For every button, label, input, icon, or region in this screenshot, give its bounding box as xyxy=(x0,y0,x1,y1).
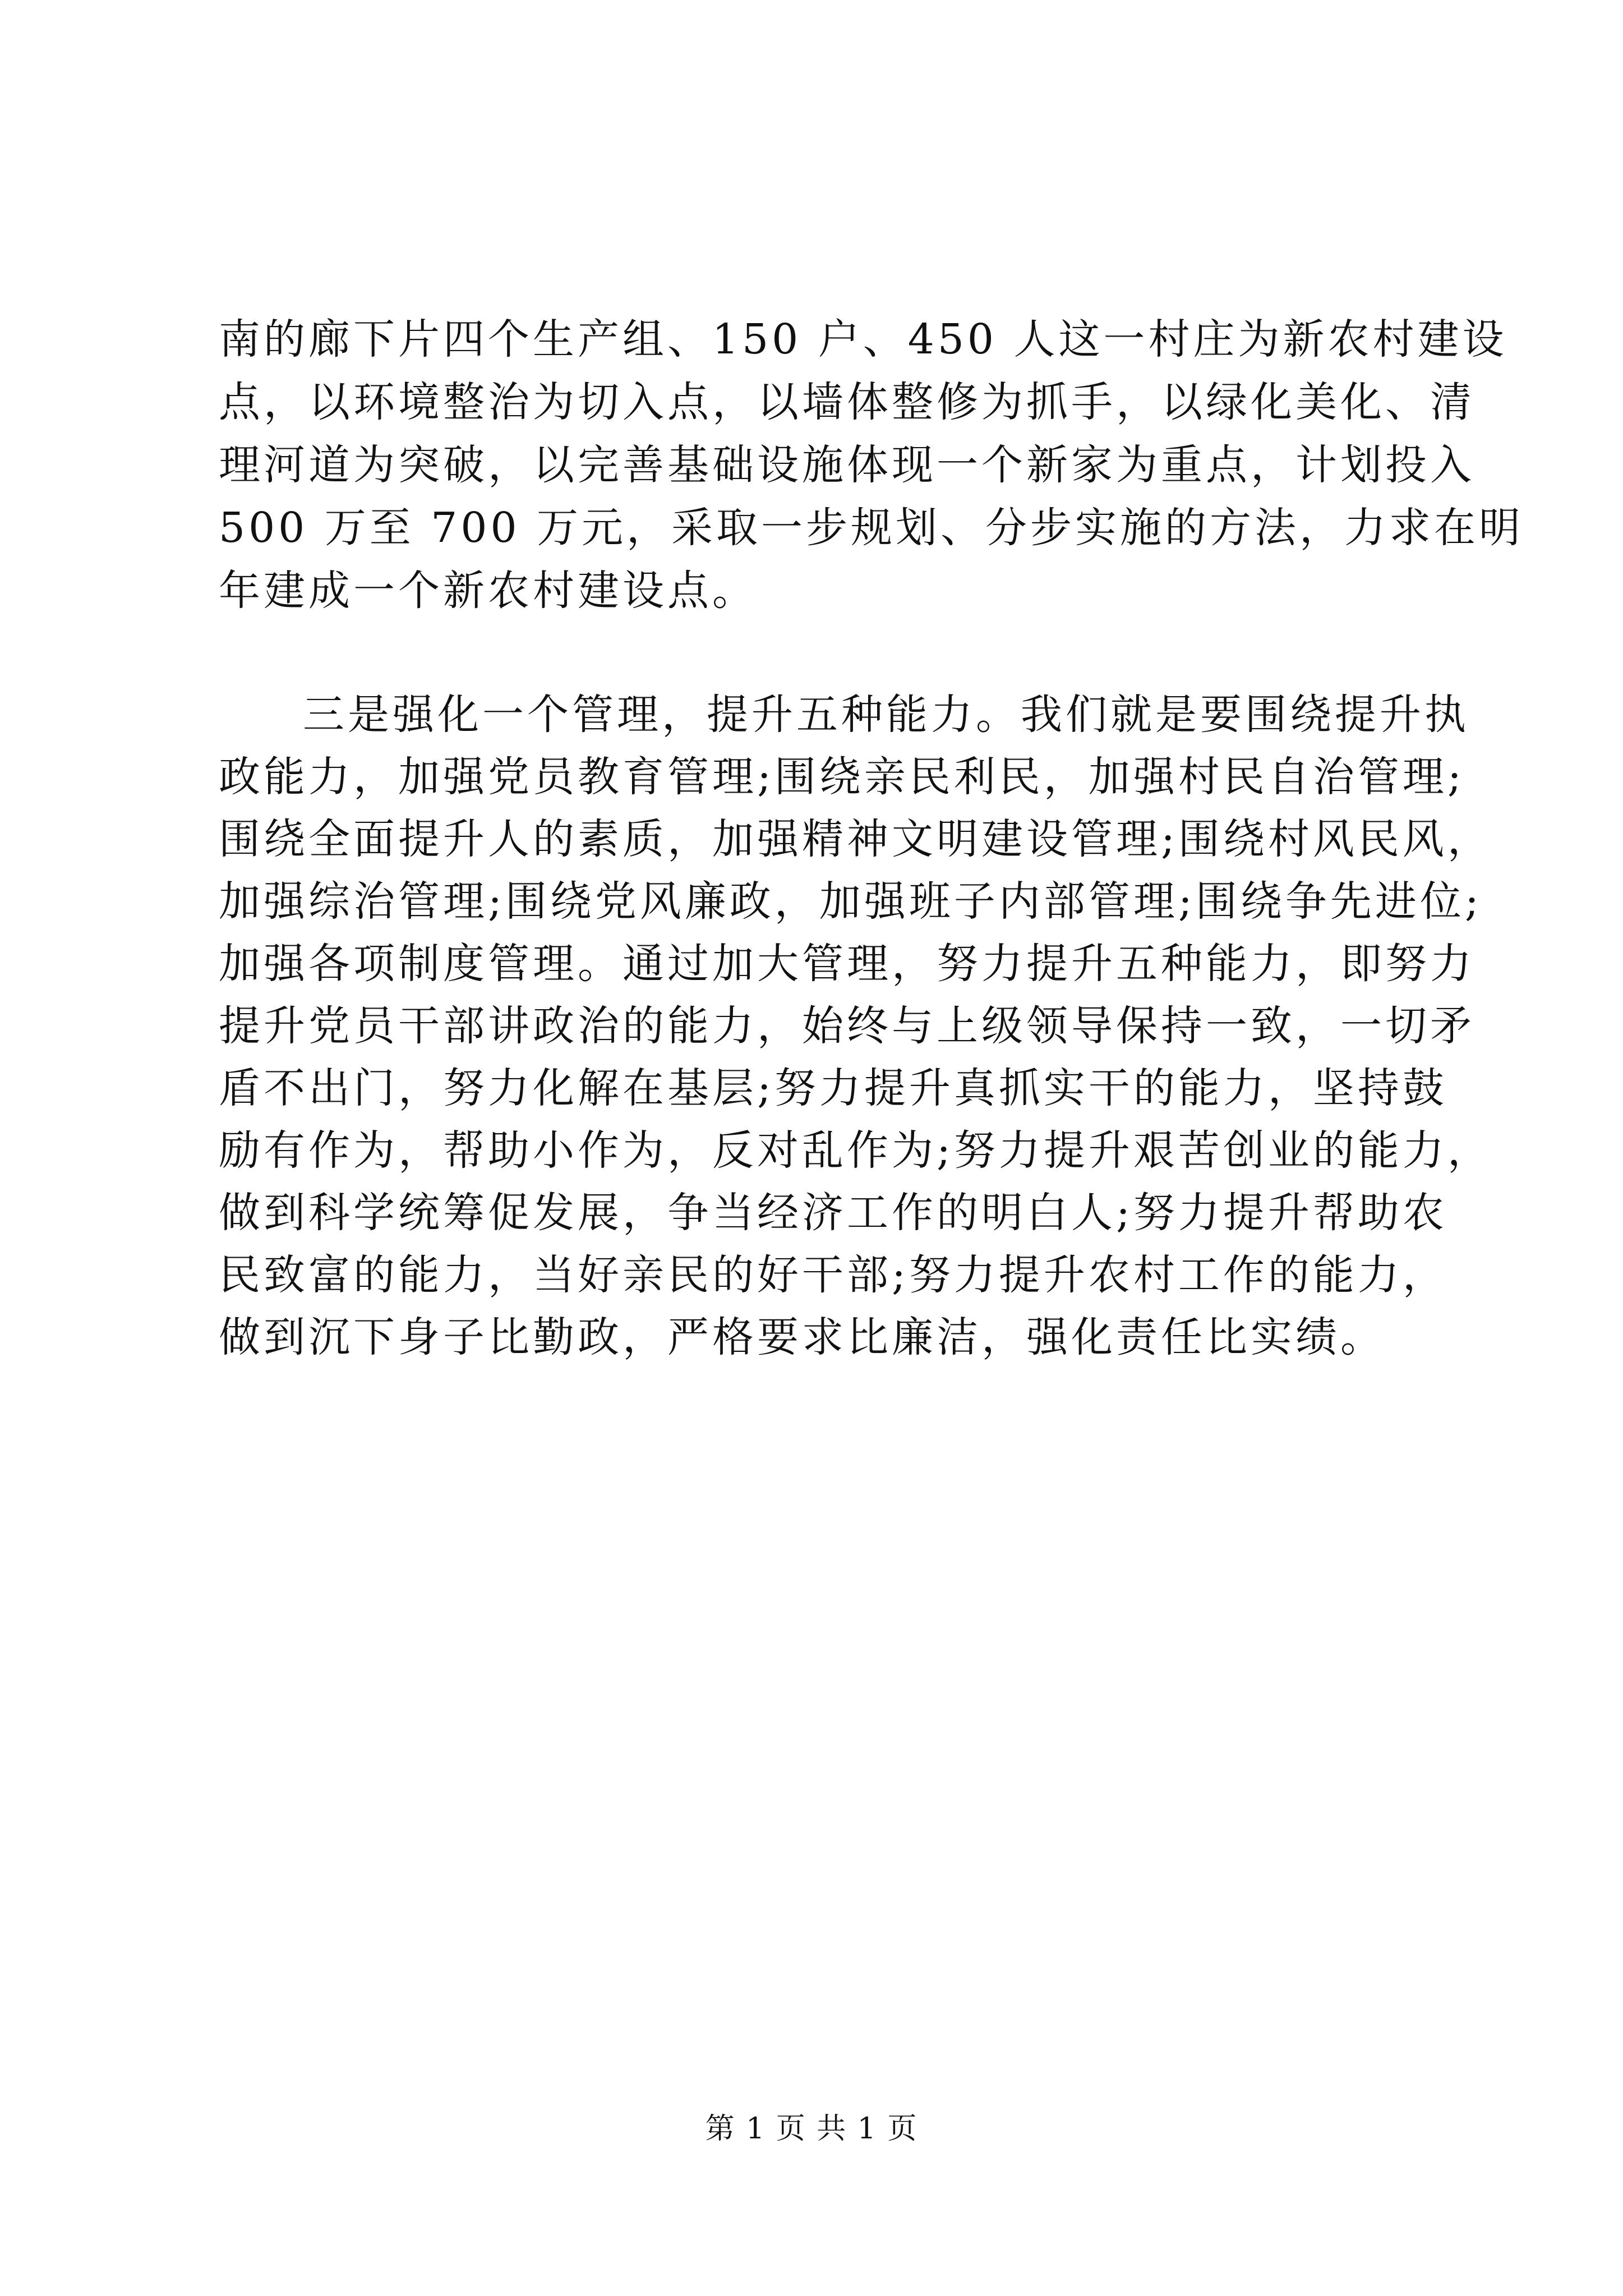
paragraph-2-line-3: 围绕全面提升人的素质，加强精神文明建设管理;围绕村风民风， xyxy=(219,815,1492,863)
paragraph-2-line-1: 三是强化一个管理，提升五种能力。我们就是要围绕提升执 xyxy=(303,691,1469,739)
paragraph-2-line-8: 励有作为，帮助小作为，反对乱作为;努力提升艰苦创业的能力， xyxy=(219,1126,1492,1175)
paragraph-2-line-7: 盾不出门，努力化解在基层;努力提升真抓实干的能力，坚持鼓 xyxy=(219,1064,1447,1112)
paragraph-1-line-1: 南的廊下片四个生产组、150 户、450 人这一村庄为新农村建设 xyxy=(219,315,1507,364)
paragraph-1-line-3: 理河道为突破，以完善基础设施体现一个新家为重点，计划投入 xyxy=(219,441,1475,489)
paragraph-1-line-5: 年建成一个新农村建设点。 xyxy=(219,567,757,615)
paragraph-2-line-6: 提升党员干部讲政治的能力，始终与上级领导保持一致，一切矛 xyxy=(219,1002,1475,1050)
page-number-footer: 第 1 页 共 1 页 xyxy=(705,2112,918,2146)
paragraph-2-line-2: 政能力，加强党员教育管理;围绕亲民利民，加强村民自治管理; xyxy=(219,753,1465,801)
paragraph-2-line-10: 民致富的能力，当好亲民的好干部;努力提升农村工作的能力， xyxy=(219,1251,1447,1299)
paragraph-1-line-2: 点，以环境整治为切入点，以墙体整修为抓手，以绿化美化、清 xyxy=(219,378,1475,426)
paragraph-2-line-4: 加强综治管理;围绕党风廉政，加强班子内部管理;围绕争先进位; xyxy=(219,877,1482,926)
paragraph-2-line-5: 加强各项制度管理。通过加大管理，努力提升五种能力，即努力 xyxy=(219,940,1475,988)
paragraph-2-line-9: 做到科学统筹促发展，争当经济工作的明白人;努力提升帮助农 xyxy=(219,1189,1447,1237)
paragraph-1-line-4: 500 万至 700 万元，采取一步规划、分步实施的方法，力求在明 xyxy=(219,504,1524,552)
paragraph-2-line-11: 做到沉下身子比勤政，严格要求比廉洁，强化责任比实绩。 xyxy=(219,1313,1385,1361)
